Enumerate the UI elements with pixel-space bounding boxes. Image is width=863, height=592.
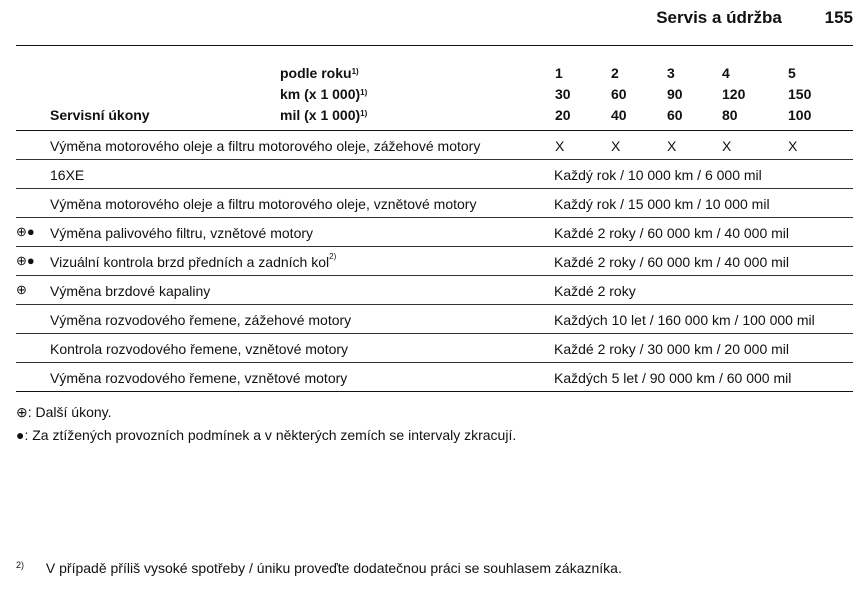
header-rule <box>16 45 853 46</box>
service-task: Kontrola rozvodového řemene, vznětové motory <box>50 341 349 357</box>
service-task: Výměna palivového filtru, vznětové motory <box>50 225 314 241</box>
table-row <box>16 189 853 218</box>
service-column-header: Servisní úkony <box>50 107 150 123</box>
page-header <box>656 8 853 28</box>
service-interval: Každé 2 roky / 60 000 km / 40 000 mil <box>554 225 790 241</box>
legend-item: ●: Za ztížených provozních podmínek a v některých zemích se intervaly zkracují. <box>16 427 517 443</box>
service-interval: Každý rok / 10 000 km / 6 000 mil <box>554 167 762 183</box>
service-task: Výměna brzdové kapaliny <box>50 283 211 299</box>
table-row <box>16 276 853 305</box>
table-row <box>16 334 853 363</box>
label-km: km (x 1 000)$^{1)}$ <box>280 86 368 102</box>
label-years: podle roku$^{1)}$ <box>280 65 359 81</box>
service-task: Výměna motorového oleje a filtru motorového oleje, zážehové motory <box>50 138 481 154</box>
interval-labels <box>280 63 367 126</box>
page-number: 155 <box>824 8 853 27</box>
legend <box>16 401 516 447</box>
interval-mark: X <box>667 138 677 154</box>
legend-item: ⊕: Další úkony. <box>16 404 112 420</box>
table-row <box>16 305 853 334</box>
service-table <box>16 131 853 392</box>
interval-mark: X <box>788 138 798 154</box>
service-interval: Každých 10 let / 160 000 km / 100 000 mil <box>554 312 815 328</box>
interval-mark: X <box>555 138 565 154</box>
service-interval: Každé 2 roky / 30 000 km / 20 000 mil <box>554 341 790 357</box>
table-row <box>16 247 853 276</box>
service-task: Výměna rozvodového řemene, zážehové motory <box>50 312 352 328</box>
interval-column: 2 60 40 <box>611 65 627 123</box>
service-interval: Každý rok / 15 000 km / 10 000 mil <box>554 196 770 212</box>
service-task: Výměna motorového oleje a filtru motorového oleje, vznětové motory <box>50 196 477 212</box>
symbol-icon: ⊕● <box>16 253 35 268</box>
interval-column: 4 120 80 <box>722 65 746 123</box>
bullet-icon: ● <box>16 427 25 443</box>
plus-circle-icon: ⊕ <box>16 404 28 420</box>
table-row <box>16 363 853 392</box>
footnote-number: 2) <box>16 560 25 570</box>
service-task: Výměna rozvodového řemene, vznětové motory <box>50 370 348 386</box>
interval-column: 3 90 60 <box>667 65 683 123</box>
service-interval: Každých 5 let / 90 000 km / 60 000 mil <box>554 370 792 386</box>
interval-mark: X <box>611 138 621 154</box>
symbol-icon: ⊕● <box>16 224 35 239</box>
table-row <box>16 131 853 160</box>
interval-mark: X <box>722 138 732 154</box>
service-task: Vizuální kontrola brzd předních a zadních kol$^{2)}$ <box>50 252 337 270</box>
section-title: Servis a údržba <box>656 8 782 27</box>
service-interval: Každé 2 roky / 60 000 km / 40 000 mil <box>554 254 790 270</box>
service-interval: Každé 2 roky <box>554 283 636 299</box>
table-row <box>16 218 853 247</box>
interval-column: 1 30 20 <box>555 65 571 123</box>
service-task: 16XE <box>50 167 85 183</box>
footnote <box>16 560 622 576</box>
table-row <box>16 160 853 189</box>
label-mil: mil (x 1 000)$^{1)}$ <box>280 107 368 123</box>
footnote-ref: 2) <box>329 252 337 261</box>
symbol-icon: ⊕ <box>16 282 27 297</box>
footnote-text: V případě příliš vysoké spotřeby / úniku proveďte dodatečnou práci se souhlasem zákazníka. <box>45 560 622 576</box>
interval-column: 5 150 100 <box>788 65 812 123</box>
